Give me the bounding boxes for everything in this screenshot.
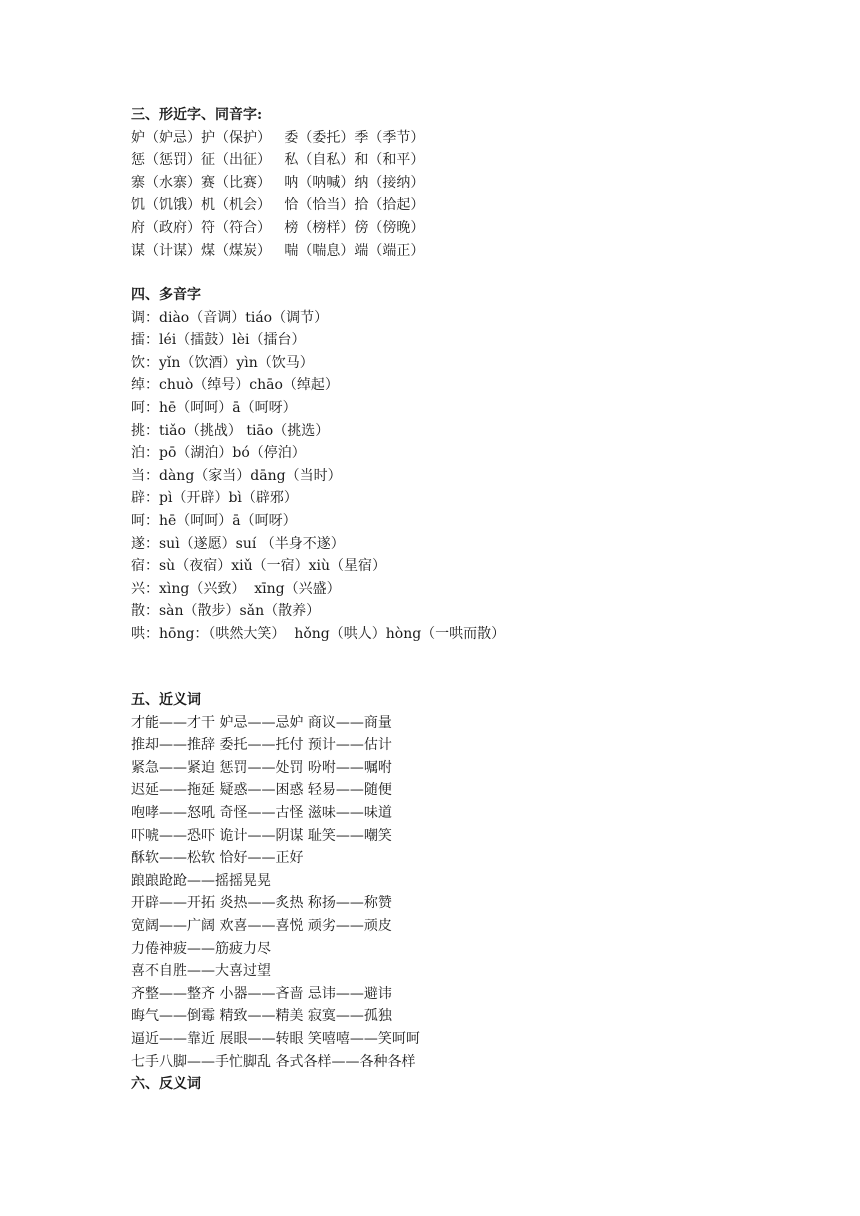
text-line: 踉踉跄跄——摇摇晃晃: [131, 872, 271, 889]
text-line: 呵：hē（呵呵）ā（呵呀）: [131, 512, 297, 529]
section-synonyms: [131, 689, 831, 1096]
text-line: 妒（妒忌）护（保护） 委（委托）季（季节）: [131, 129, 425, 146]
text-line: 迟延——拖延 疑惑——困惑 轻易——随便: [131, 782, 392, 799]
text-line: 府（政府）符（符合） 榜（榜样）傍（傍晚）: [131, 219, 425, 236]
text-line: 散：sàn（散步）sǎn（散养）: [131, 603, 321, 620]
text-line: 泊：pō（湖泊）bó（停泊）: [131, 445, 306, 462]
text-line: 齐整——整齐 小器——吝啬 忌讳——避讳: [131, 985, 392, 1002]
text-line: 逼近——靠近 展眼——转眼 笑嘻嘻——笑呵呵: [131, 1030, 420, 1047]
text-line: 饮：yǐn（饮酒）yìn（饮马）: [131, 354, 314, 371]
text-line: 咆哮——怒吼 奇怪——古怪 滋味——味道: [131, 804, 392, 821]
text-line: 喜不自胜——大喜过望: [131, 963, 271, 980]
text-line: 辟：pì（开辟）bì（辟邪）: [131, 490, 298, 507]
section-polyphonic-characters: [131, 284, 831, 646]
text-line: 酥软——松软 恰好——正好: [131, 850, 304, 867]
section-heading: 五、近义词: [131, 692, 201, 708]
section-heading: 四、多音字: [131, 287, 201, 303]
text-line: 呵：hē（呵呵）ā（呵呀）: [131, 399, 297, 416]
text-line: 吓唬——恐吓 诡计——阴谋 耻笑——嘲笑: [131, 827, 392, 844]
section-similar-characters: [131, 104, 831, 262]
text-line: 调：diào（音调）tiáo（调节）: [131, 309, 329, 326]
text-line: 擂：léi（擂鼓）lèi（擂台）: [131, 332, 306, 349]
text-line: 绰：chuò（绰号）chāo（绰起）: [131, 377, 339, 394]
text-line: 寨（水寨）赛（比赛） 呐（呐喊）纳（接纳）: [131, 174, 425, 191]
section-heading-antonyms: 六、反义词: [131, 1076, 201, 1093]
text-line: 推却——推辞 委托——托付 预计——估计: [131, 737, 392, 754]
text-line: 紧急——紧迫 惩罚——处罚 吩咐——嘱咐: [131, 759, 392, 776]
text-line: 力倦神疲——筋疲力尽: [131, 940, 271, 957]
text-line: 开辟——开拓 炎热——炙热 称扬——称赞: [131, 895, 392, 912]
text-line: 宽阔——广阔 欢喜——喜悦 顽劣——顽皮: [131, 917, 392, 934]
text-line: 饥（饥饿）机（机会） 恰（恰当）拾（拾起）: [131, 197, 425, 214]
text-line: 才能——才干 妒忌——忌妒 商议——商量: [131, 714, 392, 731]
text-line: 遂：suì（遂愿）suí （半身不遂）: [131, 535, 345, 552]
text-line: 当：dàng（家当）dāng（当时）: [131, 467, 342, 484]
text-line: 兴：xìng（兴致） xīng（兴盛）: [131, 580, 341, 597]
text-line: 惩（惩罚）征（出征） 私（自私）和（和平）: [131, 152, 425, 169]
section-heading: 三、形近字、同音字:: [131, 107, 263, 123]
text-line: 七手八脚——手忙脚乱 各式各样——各种各样: [131, 1053, 416, 1070]
text-line: 哄：hōng：（哄然大笑） hǒng（哄人）hòng（一哄而散）: [131, 625, 506, 642]
text-line: 晦气——倒霉 精致——精美 寂寞——孤独: [131, 1008, 392, 1025]
text-line: 谋（计谋）煤（煤炭） 喘（喘息）端（端正）: [131, 242, 425, 259]
text-line: 宿：sù（夜宿）xiǔ（一宿）xiù（星宿）: [131, 558, 386, 575]
text-line: 挑：tiǎo（挑战） tiāo（挑选）: [131, 422, 330, 439]
